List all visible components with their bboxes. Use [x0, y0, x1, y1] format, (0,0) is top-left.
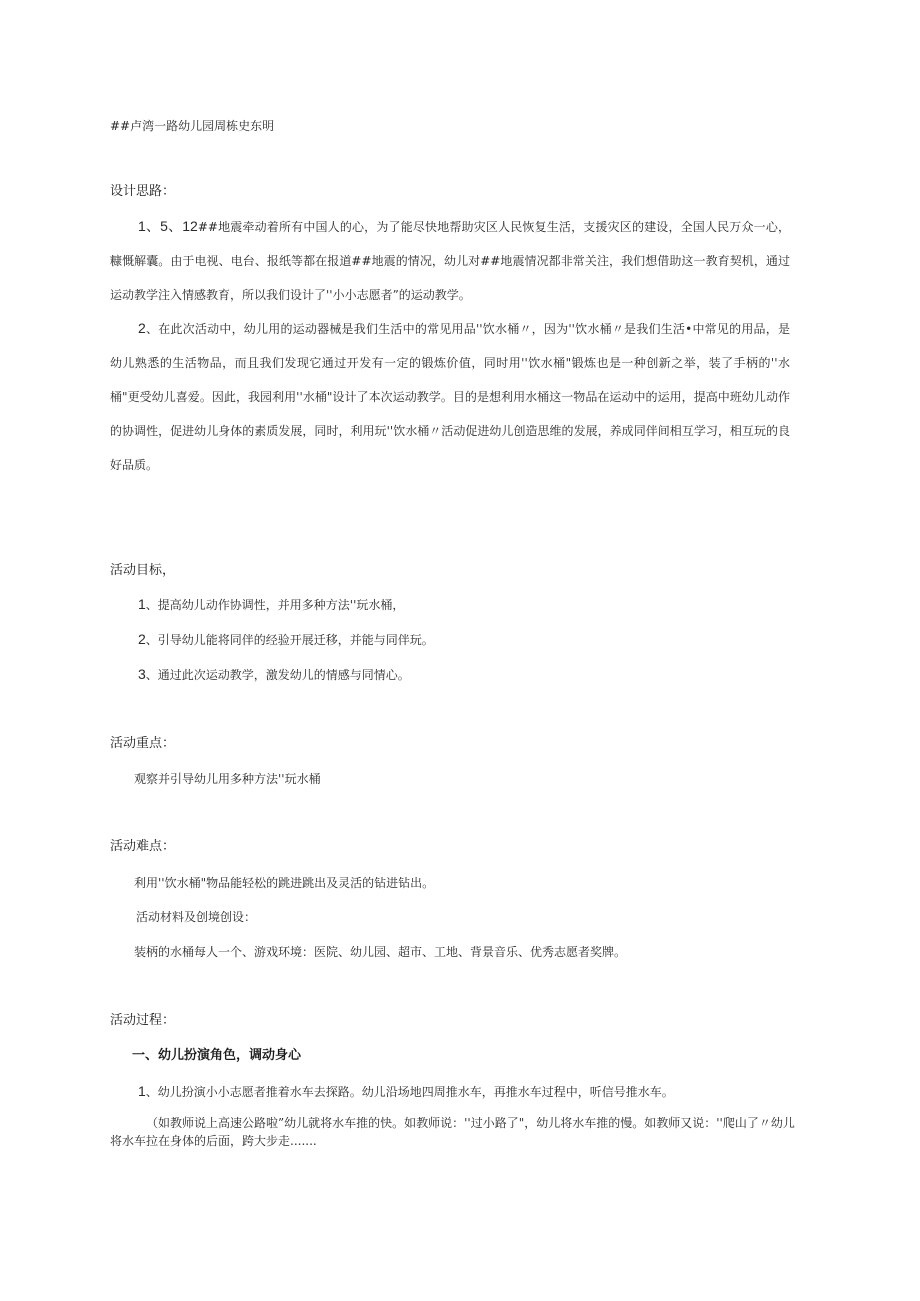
goal-number: 2: [138, 631, 146, 647]
goal-item: [138, 596, 404, 613]
process-heading: 活动过程：: [110, 1013, 176, 1028]
author-line: ##卢湾一路幼儿园周栋史东明: [110, 119, 275, 133]
step-1-note: （如教师说上高速公路啦”幼儿就将水车推的快。如教师说：''过小路了"，幼儿将水车推的慢。如教师又说：''爬山了〃幼儿将水车拉在身体的后面，跨大步走.......: [110, 1116, 795, 1148]
step-1: [138, 1083, 674, 1100]
goal-text: 、提高幼儿动作协调性，并用多种方法''玩水桶，: [145, 598, 405, 612]
design-paragraph-1: [110, 209, 790, 312]
paragraph-text: ##地震牵动着所有中国人的心，为了能尽快地帮助灾区人民恢复生活，支援灾区的建设，全国人民万众一心，糠慨解囊。由于电视、电台、报纸等都在报道##地震的情况，幼儿对##地震情况都非常关注，我们想借助这一教育契机，通过运动教学注入情感教育，所以我们设计了''小小志愿者”的运动教学。: [110, 220, 790, 302]
goal-number: 3: [138, 666, 146, 682]
goal-number: 1: [138, 596, 146, 612]
difficulty-text: 利用''饮水桶"物品能轻松的跳进跳出及灵活的钻进钻出。: [134, 876, 435, 890]
paragraph-number: 1、5、12: [138, 218, 198, 234]
design-paragraph-2: [110, 311, 790, 482]
paragraph-number: 2: [138, 320, 146, 336]
step-number: 1: [138, 1083, 146, 1099]
goal-text: 、引导幼儿能将同伴的经验开展迁移，并能与同伴玩。: [145, 633, 434, 647]
goal-text: 、通过此次运动教学，激发幼儿的情感与同情心。: [145, 668, 410, 682]
goal-item: [138, 666, 410, 683]
paragraph-text: 、在此次活动中，幼儿用的运动器械是我们生活中的常见用品''饮水桶〃，因为''饮水桶〃是我们生活•中常见的用品，是幼儿熟悉的生活物品，而且我们发现它通过开发有一定的锻炼价值，同时用''饮水桶"锻炼也是一种创新之举，装了手柄的''水桶"更受幼儿喜爱。因此，我园利用''水桶"设计了本次运动教学。目的是想利用水桶这一物品在运动中的运用，提高中班幼儿动作的协调性，促进幼儿身体的素质发展，同时，利用玩''饮水桶〃活动促进幼儿创造思维的发展，养成同伴间相互学习，相互玩的良好品质。: [110, 322, 790, 472]
key-point-text: 观察并引导幼儿用多种方法''玩水桶: [134, 772, 321, 786]
goal-item: [138, 631, 434, 648]
section-1-title: 一、幼儿扮演角色，调动身心: [132, 1048, 302, 1063]
materials-text: 装柄的水桶每人一个、游戏环境：医院、幼儿园、超市、工地、背景音乐、优秀志愿者奖牌。: [134, 945, 627, 959]
design-heading: 设计思路：: [110, 184, 176, 199]
key-point-heading: 活动重点：: [110, 736, 176, 751]
materials-label: 活动材料及创境创设：: [136, 910, 257, 924]
difficulty-heading: 活动难点：: [110, 839, 176, 854]
goals-heading: 活动目标，: [110, 563, 176, 578]
step-text: 、幼儿扮演小小志愿者推着水车去探路。幼儿沿场地四周推水车，再推水车过程中，听信号推水车。: [145, 1085, 674, 1099]
